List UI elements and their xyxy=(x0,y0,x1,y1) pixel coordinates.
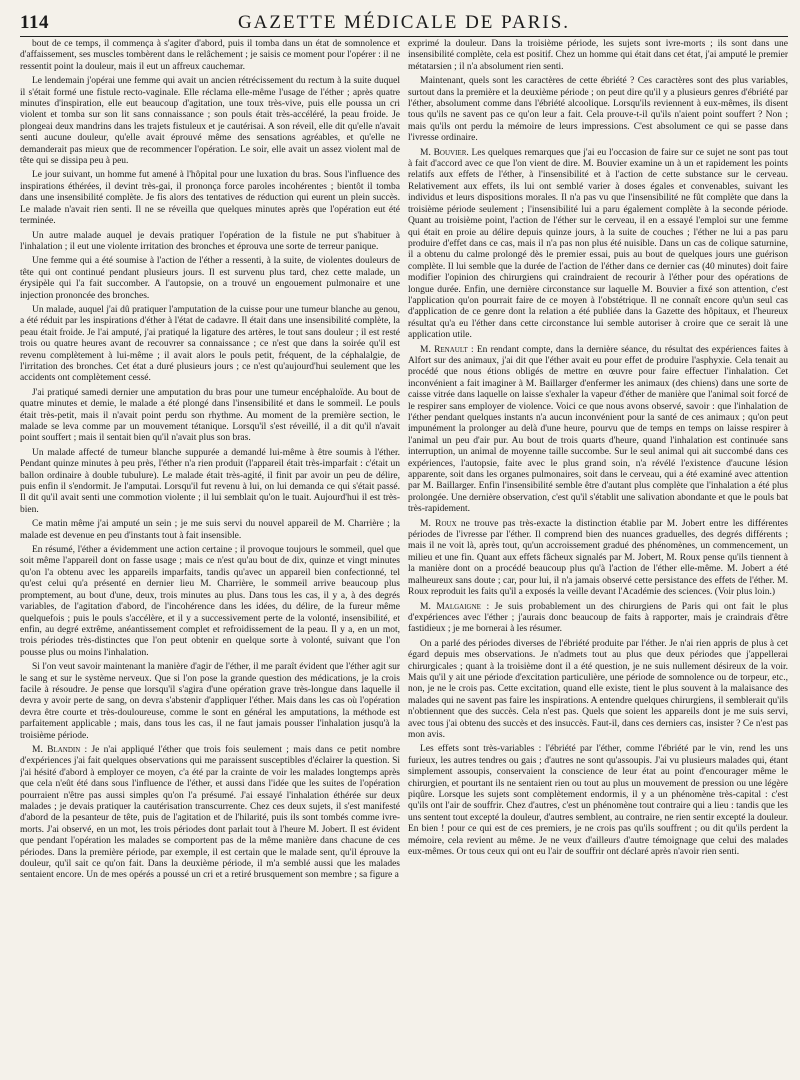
paragraph-text: bout de ce temps, il commença à s'agiter d'abord, puis il tomba dans un état de somnolence et d'affaissement, ses muscles tombèrent dans le relâchement ; je saisis ce moment pour l'opérer : il ne ressentit point la douleur, mais il eut un affreux cauchemar. xyxy=(20,39,400,72)
paragraph-text: Le jour suivant, un homme fut amené à l'hôpital pour une luxation du bras. Sous l'influence des inspirations éthérées, il devint très-gai, il prononça force paroles incohérentes ; bientôt il tomba dans une insensibilité complète. Je fis alors des tentatives de réduction qui eurent un plein succès. Le malade n'avait rien senti. Il ne se réveilla que quelques minutes après que l'opération eut été terminée. xyxy=(20,170,400,227)
paragraph-text: Ce matin même j'ai amputé un sein ; je me suis servi du nouvel appareil de M. Charrière ; la malade est devenue en peu d'instants tout à fait insensible. xyxy=(20,519,400,541)
paragraph xyxy=(408,639,788,742)
paragraph-text: Le lendemain j'opérai une femme qui avait un ancien rétrécissement du rectum à la suite duquel il s'était formé une fistule recto-vaginale. Elle réclama elle-même l'usage de l'éther ; après quatre minutes d'inspiration, elle eut beaucoup d'agitation, une toux très-vive, puis elle poussa un cri violent et tomba sur son lit sans connaissance ; son pouls était très-accéléré, la peau froide. Je plongeai deux mandrins dans les trajets fistuleux et je cautérisai. A son réveil, elle dit qu'elle n'avait senti aucune douleur, qu'elle avait éprouvé même des sensations agréables, et qu'elle ne demanderait pas mieux que de recommencer l'opération. Le soir, elle avait un assez violent mal de tête qui se dissipa peu à peu. xyxy=(20,76,400,167)
paragraph xyxy=(20,231,400,254)
paragraph-text: En résumé, l'éther a évidemment une action certaine ; il provoque toujours le sommeil, quel que soit même l'appareil dont on fasse usage ; mais ce n'est qu'au bout de dix, quinze et vingt minutes qu'on l'a obtenu avec les appareils imparfaits, tandis qu'avec un appareil bien confectionné, tel qu'est celui qu'a présenté en dernier lieu M. Charrière, le sommeil arrive beaucoup plus promptement, au bout d'une, deux, trois minutes au plus. Dans tous les cas, il y a, à des degrés variables, de l'agitation d'abord, de l'incohérence dans les idées, du délire, de la fureur même quelquefois ; puis le pouls s'accélère, et il y a successivement perte de la volonté, insensibilité, et enfin, au degré extrême, anéantissement complet et refroidissement de la peau. Il y a, en un mot, trois périodes très-distinctes que l'on peut obtenir en quelque sorte à volonté, suivant que l'on pousse plus ou moins l'inhalation. xyxy=(20,545,400,658)
speaker-name: M. Renault : xyxy=(420,344,474,355)
paragraph xyxy=(20,545,400,659)
paragraph xyxy=(20,39,400,73)
speaker-name: M. Bouvier. xyxy=(420,147,469,158)
paragraph-text: On a parlé des périodes diverses de l'ébriété produite par l'éther. Je n'ai rien appris de plus à cet égard depuis mes observations. Je n'admets tout au plus que deux périodes que j'appellerai chirurgicales ; quant à la troisième dont il a été question, je ne suis nullement désireux de la voir. Mais qu'il y ait une période d'excitation particulière, une période de somnolence ou de torpeur, etc., non, je ne le crois pas. Cette excitation, quand elle existe, tient le plus souvent à la malaisance des malades qui ne savent pas faire les inspirations. A entendre quelques chirurgiens, il semblerait qu'ils n'obtiennent que des succès. Cela n'est pas. Quels que soient les appareils dont je me suis servi, avec tous j'ai obtenu des succès et des insuccès. Faut-il, dans ces derniers cas, insister ? Ce n'est pas mon avis. xyxy=(408,638,788,740)
right-column xyxy=(408,39,788,1073)
paragraph xyxy=(408,39,788,73)
paragraph xyxy=(20,448,400,516)
paragraph xyxy=(20,388,400,445)
left-column xyxy=(20,39,400,1073)
paragraph-text: Une femme qui a été soumise à l'action de l'éther a ressenti, à la suite, de violentes douleurs de tête qui ont continué pendant plusieurs jours. Il est survenu plus tard, chez cette malade, un érysipèle qui l'a fait succomber. A l'autopsie, on a trouvé un engouement pulmonaire et une injection prononcée des bronches. xyxy=(20,256,400,301)
paragraph-text: J'ai pratiqué samedi dernier une amputation du bras pour une tumeur encéphaloïde. Au bout de quatre minutes et demie, le malade a été plongé dans l'insensibilité et dans le sommeil. Le pouls était très-petit, mais il n'avait point perdu son rhythme. Au moment de la première section, le malade se leva comme par un mouvement tétanique. Lorsqu'il s'est réveillé, il a dit qu'il n'avait point souffert ; mais il sentait bien qu'il n'avait plus son bras. xyxy=(20,387,400,444)
paragraph xyxy=(408,76,788,144)
paragraph xyxy=(408,148,788,342)
speaker-name: M. Blandin : xyxy=(32,744,88,755)
paragraph-text: Je suis probablement un des chirurgiens de Paris qui ont fait le plus d'expériences avec l'éther ; j'aurais donc beaucoup de faits à rapporter, mais je craindrais d'être fastidieux ; je me bornerai à les résumer. xyxy=(408,601,788,635)
paragraph xyxy=(20,662,400,742)
paragraph-text: ne trouve pas très-exacte la distinction établie par M. Jobert entre les différentes périodes de l'ivresse par l'éther. Il comprend bien des nuances graduelles, des degrés différents ; mais il ne voit là, après tout, qu'un accroissement gradué des phénomènes, un commencement, un milieu et une fin. Quant aux effets fâcheux signalés par M. Jobert, M. Roux pense qu'ils tiennent à la manière dont on a procédé beaucoup plus qu'à l'action de l'éther elle-même. M. Jobert a été malheureux sans doute ; car, pour lui, il n'a jamais observé cette persistance des effets de l'éther. M. Roux reproduit les faits qu'il a exposés la veille devant l'Académie des sciences. (Voir plus loin.) xyxy=(408,518,788,598)
paragraph-text: Maintenant, quels sont les caractères de cette ébriété ? Ces caractères sont des plus variables, surtout dans la première et la deuxième période ; on peut dire qu'il y a plusieurs genres d'ébriété par l'éther, absolument comme dans l'ébriété alcoolique. Lorsqu'ils reviennent à eux-mêmes, ils disent tous qu'ils ne savent pas ce qu'on leur a fait. Cela prouve-t-il qu'ils n'aient point souffert ? Non ; mais qu'ils ont perdu la mémoire de leurs impressions. C'est absolument ce qui se passe dans l'ivresse ordinaire. xyxy=(408,76,788,144)
paragraph-text: Je n'ai appliqué l'éther que trois fois seulement ; mais dans ce petit nombre d'expériences j'ai fait quelques observations qui me paraissent susceptibles d'éclairer la question. Si j'ai hésité d'abord à employer ce moyen, c'a été par la crainte de voir les malades longtemps après que cela n'eût été dans sous l'influence de l'éther, et aussi dans l'idée que les suites de l'opération pourraient n'être pas aussi simples qu'on l'a présumé. J'ai essayé l'inhalation éthérée sur deux malades ; je devais pratiquer la cautérisation transcurrente. Chez ces deux sujets, il s'est manifesté d'abord de la pesanteur de tête, puis de l'agitation et de l'hilarité, puis ils sont tombés comme ivre-morts. J'ai observé, en un mot, les trois périodes dont parlait tout à l'heure M. Jobert. Il est évident que pendant l'opération les malades se comportent pas de la même manière dans chacune de ces périodes. Dans la première période, par exemple, il est certain que le malade sent, qu'il éprouve la douleur, qu'il sait ce qu'on fait. Dans la deuxième période, il m'a semblé aussi que les malades sentaient encore. Un de mes opérés a poussé un cri et a retiré brusquement son membre ; sa figure a xyxy=(20,744,400,881)
paragraph xyxy=(408,519,788,599)
paragraph-text: Si l'on veut savoir maintenant la manière d'agir de l'éther, il me paraît évident que l'éther agit sur le sang et sur le système nerveux. Que si l'on pose la grande question des médications, je la crois facile à résoudre. Je pense que lorsqu'il s'agira d'une opération grave très-longue dans laquelle il devra y avoir perte de sang, on devra s'abstenir d'appliquer l'éther. Mais dans les cas où l'opération devra être courte et très-douloureuse, comme le sont en général les amputations, la méthode est parfaitement applicable ; mais, dans tous les cas, il ne faut jamais pousser l'inhalation jusqu'à la troisième période. xyxy=(20,662,400,741)
article-columns xyxy=(20,39,788,1073)
paragraph-text: Les quelques remarques que j'ai eu l'occasion de faire sur ce sujet ne sont pas tout à fait d'accord avec ce que l'on vient de dire. M. Bouvier examine un à un et rapidement les points relatifs aux effets de l'éther, à l'insensibilité et à l'action de cette substance sur le cerveau. Relativement aux effets, ils lui ont semblé varier à doses égales et convenables, suivant les individus et leurs dispositions morales. Il n'a pas vu que l'insensibilité ne fût complète que dans la troisième période seulement ; l'insensibilité lui a paru également complète à la seconde période. Quant au troisième point, l'action de l'éther sur le cerveau, il en a essayé l'emploi sur une femme qui était en proie au délire depuis quinze jours, à la suite de couches ; l'éther ne lui a pas paru produire d'effet dans ce cas, mais il n'a pas non plus été nuisible. Dans un cas de colique saturnine, il a obtenu du calme prolongé dès le premier essai, puis au bout de quelques jours une guérison complète. Il lui semble que la durée de l'action de l'éther dans ce dernier cas (40 minutes) doit faire modifier l'opinion des chirurgiens qui craindraient de recourir à l'éther pour des opérations de longue durée. Enfin, une dernière circonstance sur laquelle M. Bouvier a fixé son attention, c'est l'application qu'on pourrait faire de ce moyen à l'obstétrique. Il ne connaît encore qu'un seul cas d'application de ce genre dont la relation a été publiée dans la Gazette des hôpitaux, et l'heureux résultat qu'a eu l'éther dans cette circonstance lui semble autoriser à croire que ce serait là une application utile. xyxy=(408,147,788,341)
paragraph xyxy=(408,744,788,858)
paragraph xyxy=(20,76,400,167)
paragraph xyxy=(20,170,400,227)
journal-title: GAZETTE MÉDICALE DE PARIS. xyxy=(237,12,571,33)
speaker-name: M. Roux xyxy=(420,518,457,529)
paragraph-text: Un autre malade auquel je devais pratiquer l'opération de la fistule ne put s'habituer à l'inhalation ; il eut une violente irritation des bronches et éprouva une sorte de terreur panique. xyxy=(20,230,400,252)
paragraph-text: Un malade, auquel j'ai dû pratiquer l'amputation de la cuisse pour une tumeur blanche au genou, a été réduit par les inspirations d'éther à l'état de cadavre. Il était dans une insensibilité complète, la peau était froide. Je l'ai amputé, j'ai pratiqué la ligature des artères, le tout sans douleur ; il est resté trois ou quatre heures avant de recouvrer sa connaissance ; ce n'est que dans la soirée qu'il est revenu complètement à lui-même ; il avait alors le pouls petit, fréquent, de la céphalalgie, de l'irritation des bronches. Cet état a duré plusieurs jours ; ce n'est qu'aujourd'hui seulement que les accidents ont complètement cessé. xyxy=(20,304,400,384)
speaker-name: M. Malgaigne : xyxy=(420,601,490,612)
page-number: 114 xyxy=(20,12,49,33)
paragraph xyxy=(20,745,400,882)
paragraph xyxy=(20,519,400,542)
page-header xyxy=(20,6,788,37)
paragraph-text: Les effets sont très-variables : l'ébriété par l'éther, comme l'ébriété par le vin, rend les uns furieux, les autres tendres ou gais ; d'autres ne sont qu'assoupis. J'ai vu plusieurs malades qui, étant simplement assoupis, conservaient la conscience de leur état au point d'encourager même le chirurgien, et pourtant ils ne sentaient rien ou tout au plus un mouvement de pression ou une légère piqûre. Lorsque les sujets sont complètement endormis, il y a un phénomène très-capital : c'est qu'ils ont l'air de souffrir. Chez d'autres, c'est un phénomène tout contraire qui a lieu : tandis que les uns sentent tout excepté la douleur, d'autres semblent, au contraire, ne rien sentir excepté la douleur. En bien ! pour ce qui est de ces premiers, je ne crois pas qu'ils souffrent ; ou dit qu'ils perdent la mémoire, cela revient au même. Je ne veux d'ailleurs d'autre témoignage que celui des malades eux-mêmes. Or tous ceux qui ont eu l'air de souffrir ont déclaré après n'avoir rien senti. xyxy=(408,744,788,858)
paragraph xyxy=(20,256,400,302)
paragraph xyxy=(408,345,788,516)
paragraph-text: Un malade affecté de tumeur blanche suppurée a demandé lui-même à être soumis à l'éther. Pendant quinze minutes à peu près, l'éther n'a rien produit (l'appareil était très-imparfait : c'était un ballon ordinaire à double tubulure). Le malade était très-agité, il finit par avoir un peu de délire, puis enfin il s'endormit. Je l'amputai. Lorsqu'il fut revenu à lui, on lui demanda ce qui s'était passé. Il dit qu'il avait senti une commotion violente ; il lui semblait qu'on le tuait. Aujourd'hui il est très-bien. xyxy=(20,447,400,515)
paragraph-text: En rendant compte, dans la dernière séance, du résultat des expériences faites à Alfort sur des animaux, j'ai dit que l'éther avait eu pour effet de produire l'asphyxie. Cela tenait au procédé que nous étions obligés de mettre en œuvre pour faire effectuer l'inhalation. Cet inconvénient a fait imaginer à M. Baillarger d'enfermer les animaux (des chiens) dans une sorte de caisse vitrée dans laquelle on laisse s'exhaler la vapeur d'éther de manière que l'animal soit forcé de le respirer sans employer de violence. Voici ce que nous avons observé, savoir : que l'inhalation de l'éther pendant quelques instants n'a aucun inconvénient pour la santé de ces animaux ; qu'on peut impunément la prolonger au delà d'une heure, pourvu que de temps en temps on laisse respirer à l'animal un peu d'air pur. Au bout de trois quarts d'heure, quand l'inhalation est continuée sans interruption, un animal de moyenne taille succombe. Sur le seul animal qui ait succombé dans ces expériences, l'autopsie, faite avec le plus grand soin, n'a révélé l'existence d'aucune lésion apparente, soit dans les organes pulmonaires, soit dans le cerveau, qui a été examiné avec attention par M. Baillarger. Enfin l'insensibilité semble être d'autant plus complète que l'inhalation a été plus prolongée. Une dernière observation, c'est qu'il s'établit une salivation abondante et que le pouls bat très-rapidement. xyxy=(408,344,788,515)
paragraph xyxy=(408,602,788,636)
paragraph xyxy=(20,305,400,385)
paragraph-text: exprimé la douleur. Dans la troisième période, les sujets sont ivre-morts ; ils sont dans une insensibilité complète, cela est positif. Chez un homme qui était dans cet état, j'ai amputé le premier métatarsien ; il n'a absolument rien senti. xyxy=(408,39,788,72)
